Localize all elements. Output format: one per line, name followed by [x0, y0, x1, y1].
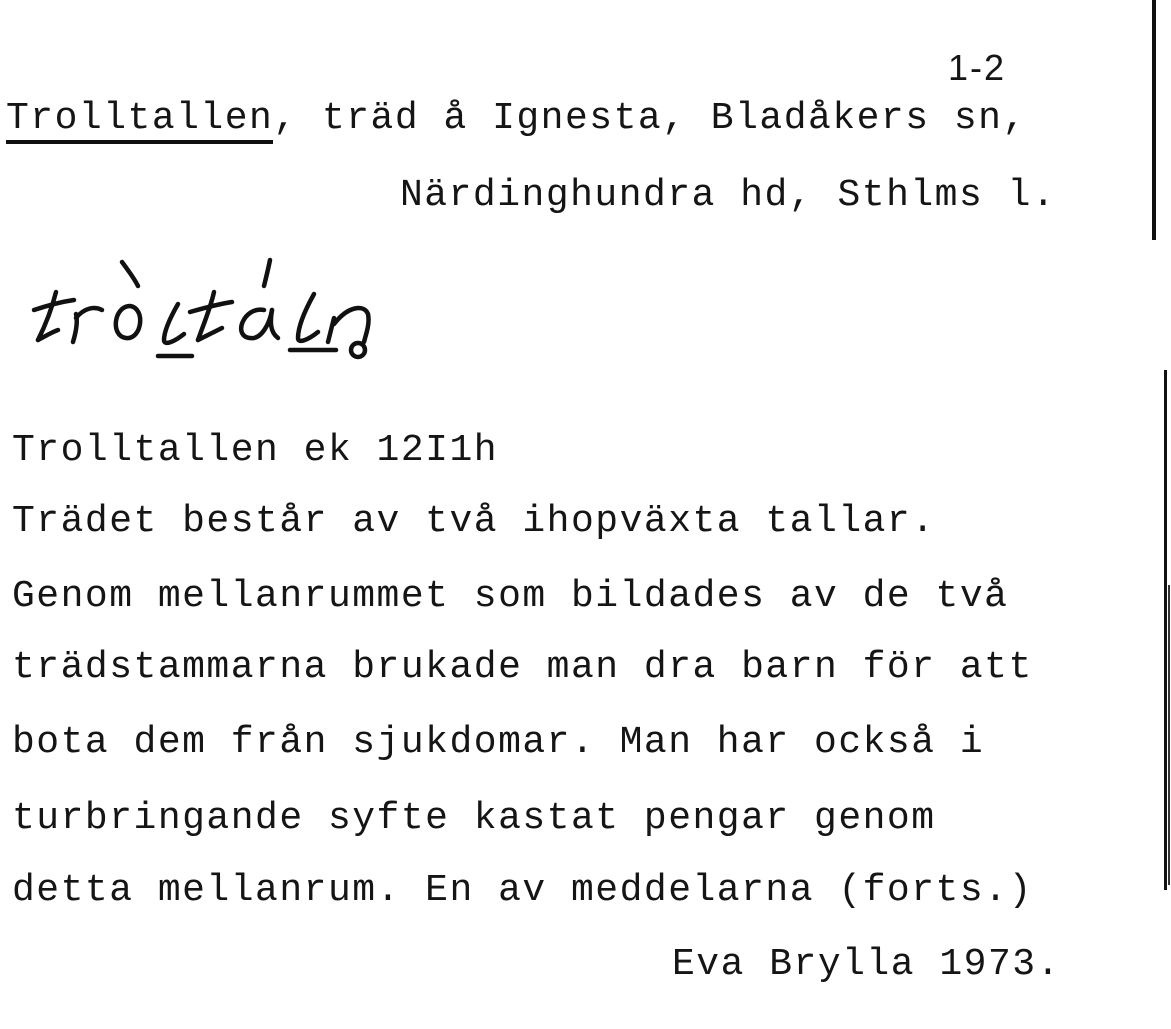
body-line-6: turbringande syfte kastat pengar genom: [12, 797, 936, 840]
card-edge-line-top: [1152, 0, 1156, 240]
card-edge-line-bottom: [1164, 370, 1167, 890]
body-line-4: trädstammarna brukade man dra barn för att: [12, 646, 1033, 689]
card-edge-line-thin: [1168, 585, 1170, 885]
body-line-2: Trädet består av två ihopväxta tallar.: [12, 500, 936, 543]
heading-rest: , träd å Ignesta, Bladåkers sn,: [273, 97, 1027, 140]
body-line-5: bota dem från sjukdomar. Man har också i: [12, 721, 985, 764]
body-line-3: Genom mellanrummet som bildades av de två: [12, 575, 1009, 618]
handwritten-pronunciation: [18, 252, 398, 367]
signature: Eva Brylla 1973.: [672, 943, 1061, 986]
page-number: 1-2: [948, 47, 1007, 88]
body-line-7: detta mellanrum. En av meddelarna (forts.): [12, 869, 1033, 912]
headword: Trolltallen: [6, 100, 273, 144]
heading-line-2: Närdinghundra hd, Sthlms l.: [400, 174, 1057, 217]
heading-line-1: [6, 97, 1027, 144]
body-line-1: Trolltallen ek 12I1h: [12, 429, 499, 472]
